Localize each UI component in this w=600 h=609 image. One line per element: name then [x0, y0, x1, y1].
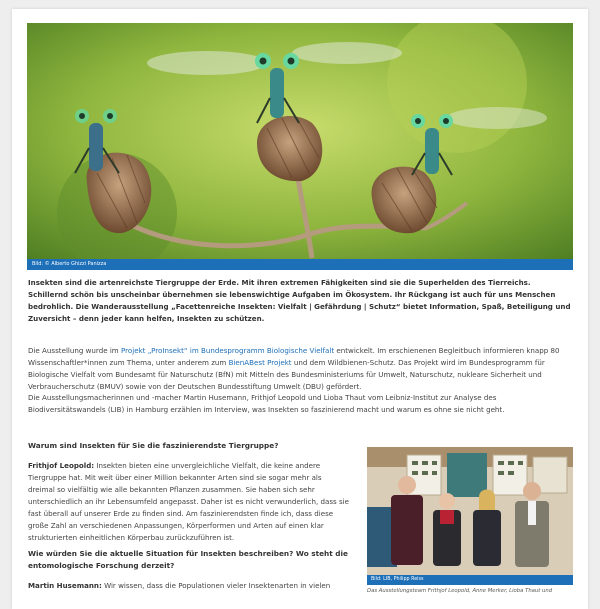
article-intro: Insekten sind die artenreichste Tiergruppe der Erde. Mit ihren extremen Fähigkeiten sind sie die Superhelden des Tierreichs. Schillernd schön bis unscheinbar übernehmen sie lebenswichtige Aufgaben im Ökosystem. Ihr Rückgang ist auch für uns Menschen bedrohlich. Die Wanderausstellung „Facettenreiche Insekten: Vielfalt | Gefährdung | Schutz“ bietet Information, Spaß, Beteiligung und Zuversicht – denn jeder kann helfen, Insekten zu schützen. [28, 278, 571, 323]
interview-question-1: Warum sind Insekten für Sie die faszinierendste Tiergruppe? [28, 441, 279, 450]
answer-1-text: Insekten bieten eine unvergleichliche Vielfalt, die keine andere Tiergruppe hat. Mit weit über einer Million bekannter Arten sind sie sogar mehr als dreimal so vielfältig wie alle bekannten Pflanzen zusammen. Sie haben sich sehr unterschiedlich an ihr Lebensumfeld angepasst. Daher ist es nicht verwunderlich, dass sie fast überall auf unserer Erde zu finden sind. Am faszinierendsten finde ich, dass diese große Zahl an verschiedenen Anpassungen, Körperformen und Arten auf einen klar strukturierten einheitlichen Körperbau zurückzuführen ist. [28, 461, 349, 542]
p1-text-mid: entwickelt. Im erschienenen Begleitbuch informieren knapp 80 Wissenschaftler*innen zum Thema, unter anderem zum [28, 346, 560, 367]
interview-answer-2 [28, 580, 350, 592]
answer-2-text: Wir wissen, dass die Populationen vieler Insektenarten in vielen [101, 581, 331, 590]
proinsekt-project-link[interactable]: Projekt „ProInsekt“ im Bundesprogramm Biologische Vielfalt [120, 346, 335, 355]
damselfly-illustration [27, 23, 573, 259]
team-photo [367, 447, 573, 575]
p1-text-start: Die Ausstellung wurde im [28, 346, 121, 355]
team-paragraph: Die Ausstellungsmacherinnen und -macher Martin Husemann, Frithjof Leopold und Lioba Thaut vom Leibniz-Institut zur Analyse des Biodiversitätswandels (LIB) in Hamburg erzählen im Interview, was Insekten so faszinierend macht und warum es ohne sie nicht geht. [28, 393, 505, 414]
project-paragraph [28, 345, 571, 393]
interview-question-2: Wie würden Sie die aktuelle Situation für Insekten beschreiben? Wo steht die entomologische Forschung derzeit? [28, 549, 348, 570]
answer-1-speaker: Frithjof Leopold: [28, 461, 95, 470]
answer-2-speaker: Martin Husemann: [28, 581, 102, 590]
hero-image-damselflies [27, 23, 573, 259]
interview-answer-1 [28, 460, 350, 544]
article-card [12, 9, 588, 609]
hero-image-credit: Bild: © Alberto Ghizzi Panizza [27, 259, 573, 270]
team-photo-illustration [367, 447, 573, 575]
bienabest-project-link[interactable]: BienABest Projekt [228, 358, 292, 367]
team-photo-credit: Bild: LIB, Philipp Reiss [367, 575, 573, 585]
team-photo-caption: Das Ausstellungsteam Frithjof Leopold, Anne Merker, Lioba Thaut und [367, 588, 553, 594]
p1-text-end: und dem Wildbienen-Schutz. Das Projekt wird im Bundesprogramm für Biologische Vielfalt vom Bundesamt für Naturschutz (BfN) mit Mitteln des Bundesministeriums für Umwelt, Naturschutz, nukleare Sicherheit und Verbraucherschutz (BMUV) sowie von der Deutschen Bundesstiftung Umwelt (DBU) gefördert. [28, 358, 545, 391]
